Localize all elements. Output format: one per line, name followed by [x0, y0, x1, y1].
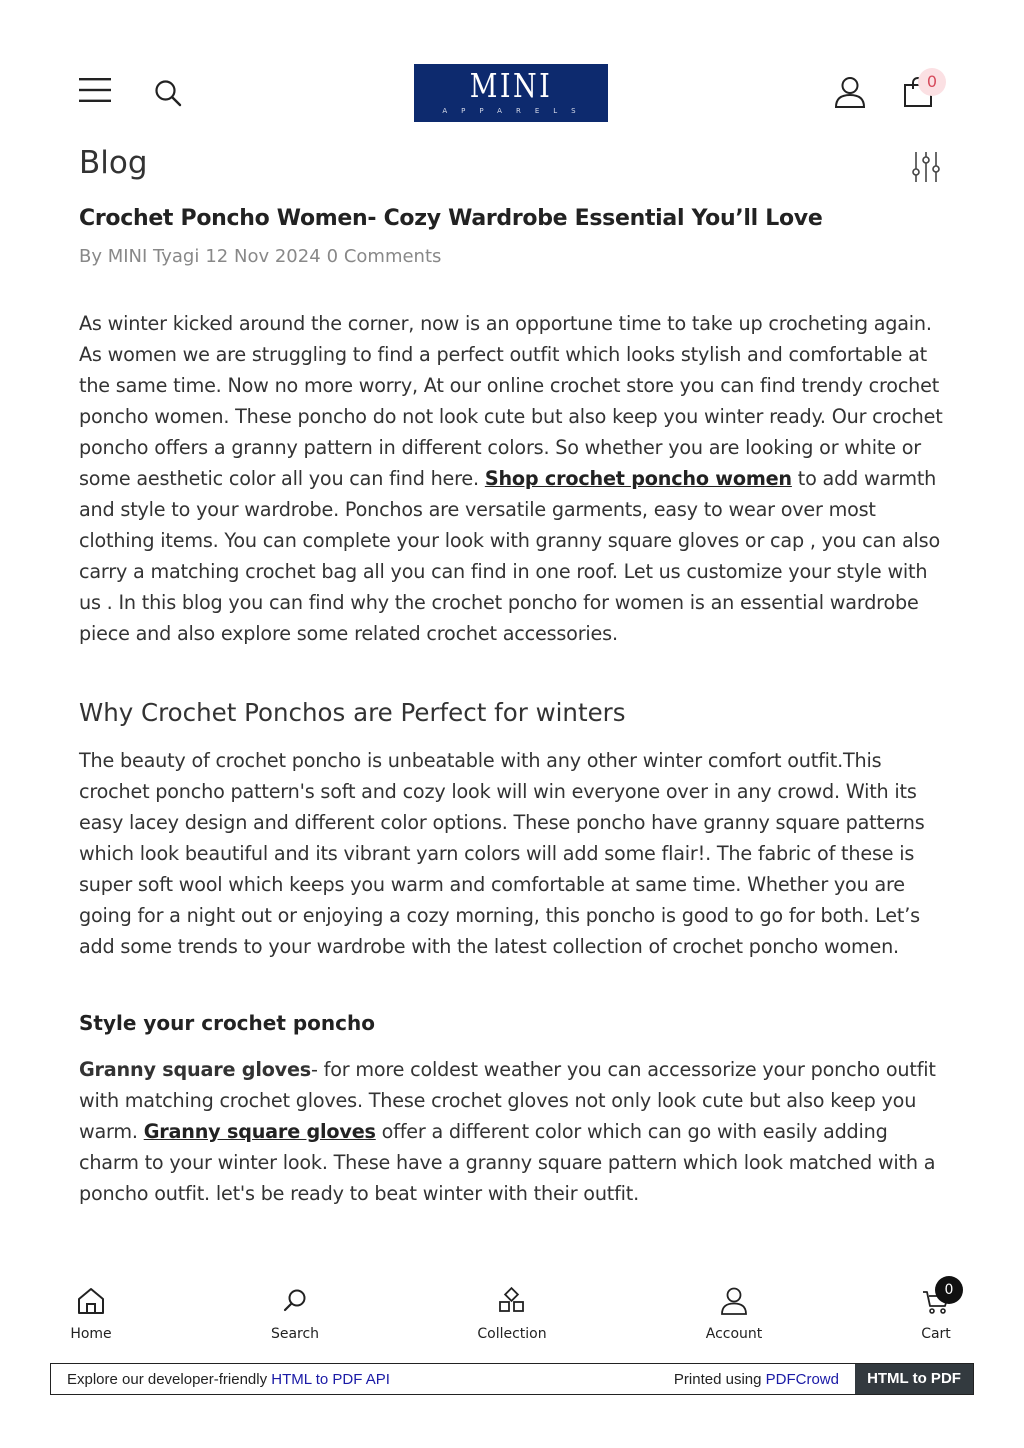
- intro-text-2: to add warmth and style to your wardrobe. Ponchos are versatile garments, easy to wear over most clothing items. You can complete your look with granny square gloves or cap , you can also carry a matching crochet bag all you can find in one roof. Let us customize your style with us . In this blog you can find why the crochet poncho for women is an essential wardrobe piece and also explore some related crochet accessories.: [79, 467, 940, 645]
- bottom-navigation: [0, 1272, 1024, 1348]
- post-title: Crochet Poncho Women- Cozy Wardrobe Essential You’ll Love: [79, 206, 823, 231]
- gloves-text-1: - for more coldest weather you can accessorize your poncho outfit with matching crochet gloves. These crochet gloves not only look cute but also keep you warm.: [79, 1058, 936, 1143]
- nav-label-cart: Cart: [921, 1326, 951, 1342]
- nav-label-search: Search: [270, 1326, 320, 1342]
- section-paragraph-why-ponchos: The beauty of crochet poncho is unbeatable with any other winter comfort outfit.This crochet poncho pattern's soft and cozy look will win everyone over in any crowd. With its easy lacey design and different color options. These poncho have granny square patterns which look beautiful and its vibrant yarn colors will add some flair!. The fabric of these is super soft wool which keeps you warm and comfortable at same time. Whether you are going for a night out or enjoying a cozy morning, this poncho is good to go for both. Let’s add some trends to your wardrobe with the latest collection of crochet poncho women.: [79, 749, 925, 958]
- intro-paragraph: [79, 308, 945, 649]
- shop-crochet-poncho-link[interactable]: Shop crochet poncho women: [484, 467, 792, 490]
- section-heading-style-poncho: Style your crochet poncho: [79, 1011, 375, 1035]
- filter-sliders-icon[interactable]: [911, 150, 941, 184]
- search-icon[interactable]: [154, 79, 182, 107]
- pdf-footer-right: [674, 1371, 839, 1388]
- nav-item-home[interactable]: [31, 1286, 151, 1342]
- intro-text-1: As winter kicked around the corner, now is an opportune time to take up crocheting again. As women we are struggling to find a perfect outfit which looks stylish and comfortable at the same time. Now no more worry, At our online crochet store you can find trendy crochet poncho women. These poncho do not look cute but also keep you winter ready. Our crochet poncho offers a granny pattern in different colors. So whether you are looking or white or some aesthetic color all you can find here.: [79, 312, 943, 490]
- nav-label-home: Home: [70, 1326, 112, 1342]
- page-title: Blog: [79, 145, 148, 181]
- search-icon: [280, 1286, 310, 1316]
- section-heading-why-ponchos: Why Crochet Ponchos are Perfect for winters: [79, 698, 626, 727]
- site-header: [79, 58, 949, 128]
- pdf-footer-right-text: Printed using: [673, 1371, 766, 1388]
- nav-item-search[interactable]: [235, 1286, 355, 1342]
- account-icon[interactable]: [834, 76, 866, 108]
- hamburger-menu-icon[interactable]: [79, 77, 111, 103]
- pdfcrowd-footer: [50, 1363, 974, 1395]
- post-author[interactable]: By MINI Tyagi: [79, 246, 200, 267]
- cart-count-badge: 0: [918, 68, 946, 96]
- post-meta: [79, 244, 945, 270]
- gloves-paragraph: [79, 1054, 945, 1209]
- nav-label-account: Account: [705, 1326, 763, 1342]
- home-icon: [76, 1286, 106, 1316]
- nav-item-collection[interactable]: [452, 1286, 572, 1342]
- brand-logo[interactable]: [414, 64, 608, 122]
- cart-badge: 0: [935, 1276, 963, 1304]
- logo-wordmark: MINI: [469, 66, 553, 105]
- logo-tagline: APPARELS: [442, 107, 590, 115]
- nav-item-account[interactable]: [674, 1286, 794, 1342]
- nav-label-collection: Collection: [477, 1326, 547, 1342]
- html-to-pdf-api-link[interactable]: HTML to PDF API: [271, 1371, 390, 1388]
- gloves-lead-text: Granny square gloves: [79, 1058, 312, 1081]
- pdf-footer-left: [67, 1371, 390, 1388]
- pdf-footer-left-text: Explore our developer-friendly: [67, 1371, 272, 1388]
- post-date: 12 Nov 2024: [205, 246, 321, 267]
- collection-icon: [497, 1286, 527, 1316]
- granny-square-gloves-link[interactable]: Granny square gloves: [143, 1120, 376, 1143]
- pdfcrowd-link[interactable]: PDFCrowd: [765, 1371, 839, 1388]
- gloves-text-2: offer a different color which can go with easily adding charm to your winter look. These have a granny square pattern which look matched with a poncho outfit. let's be ready to beat winter with their outfit.: [79, 1120, 936, 1205]
- account-icon: [719, 1286, 749, 1316]
- blog-article: [79, 140, 945, 1209]
- post-comments-count[interactable]: 0 Comments: [326, 246, 442, 267]
- html-to-pdf-button[interactable]: HTML to PDF: [855, 1364, 973, 1394]
